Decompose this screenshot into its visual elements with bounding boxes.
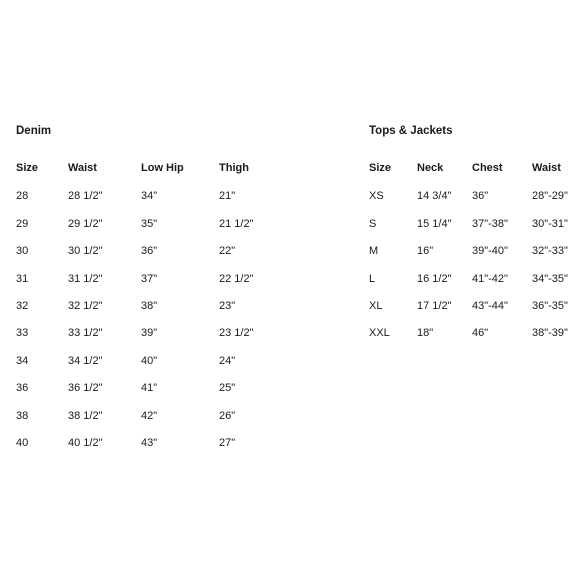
- thigh-cell: 23": [219, 299, 236, 312]
- chest-cell: 46": [472, 327, 489, 340]
- thigh-cell: 21": [219, 190, 236, 203]
- size-cell: XL: [369, 299, 383, 312]
- thigh-cell: 25": [219, 382, 236, 395]
- table-row: [16, 202, 279, 229]
- thigh-cell: 22 1/2": [219, 272, 254, 285]
- table-row: [16, 394, 279, 421]
- thigh-cell: 21 1/2": [219, 217, 254, 230]
- neck-cell: 18": [417, 327, 434, 340]
- tops-jackets-size-table: [369, 161, 580, 339]
- waist-cell: 28"-29": [532, 190, 568, 203]
- table-row: [369, 285, 580, 312]
- waist-cell: 30 1/2": [68, 245, 103, 258]
- column-header-size: Size: [16, 162, 39, 174]
- table-row: [369, 257, 580, 284]
- waist-cell: 33 1/2": [68, 327, 103, 340]
- waist-cell: 32 1/2": [68, 299, 103, 312]
- low-hip-cell: 36": [141, 245, 158, 258]
- column-header-neck: Neck: [417, 162, 444, 174]
- table-row: [16, 175, 279, 202]
- size-cell: 32: [16, 299, 29, 312]
- column-header-waist: Waist: [68, 162, 97, 174]
- thigh-cell: 26": [219, 409, 236, 422]
- size-cell: 30: [16, 245, 29, 258]
- neck-cell: 16 1/2": [417, 272, 452, 285]
- table-row: [16, 312, 279, 339]
- low-hip-cell: 37": [141, 272, 158, 285]
- low-hip-cell: 34": [141, 190, 158, 203]
- neck-cell: 16": [417, 245, 434, 258]
- denim-size-table: [16, 161, 279, 449]
- size-cell: 38: [16, 409, 29, 422]
- tops-header-row: [369, 161, 580, 175]
- size-cell: 28: [16, 190, 29, 203]
- thigh-cell: 23 1/2": [219, 327, 254, 340]
- size-cell: 34: [16, 354, 29, 367]
- waist-cell: 40 1/2": [68, 436, 103, 449]
- low-hip-cell: 40": [141, 354, 158, 367]
- low-hip-cell: 38": [141, 299, 158, 312]
- chest-cell: 41"-42": [472, 272, 508, 285]
- low-hip-cell: 43": [141, 436, 158, 449]
- size-cell: 31: [16, 272, 29, 285]
- table-row: [369, 202, 580, 229]
- tops-jackets-size-section: [369, 124, 580, 339]
- size-cell: XS: [369, 190, 384, 203]
- table-row: [369, 230, 580, 257]
- neck-cell: 17 1/2": [417, 299, 452, 312]
- waist-cell: 38 1/2": [68, 409, 103, 422]
- low-hip-cell: 41": [141, 382, 158, 395]
- thigh-cell: 27": [219, 436, 236, 449]
- neck-cell: 15 1/4": [417, 217, 452, 230]
- size-cell: M: [369, 245, 379, 258]
- table-row: [16, 285, 279, 312]
- table-row: [369, 175, 580, 202]
- column-header-waist: Waist: [532, 162, 561, 174]
- table-row: [16, 230, 279, 257]
- waist-cell: 36"-35": [532, 299, 568, 312]
- table-row: [369, 312, 580, 339]
- column-header-chest: Chest: [472, 162, 503, 174]
- size-cell: 29: [16, 217, 29, 230]
- neck-cell: 14 3/4": [417, 190, 452, 203]
- column-header-size: Size: [369, 162, 392, 174]
- waist-cell: 38"-39": [532, 327, 568, 340]
- size-cell: 33: [16, 327, 29, 340]
- denim-size-section: [16, 124, 279, 449]
- waist-cell: 28 1/2": [68, 190, 103, 203]
- column-header-thigh: Thigh: [219, 162, 249, 174]
- low-hip-cell: 42": [141, 409, 158, 422]
- low-hip-cell: 35": [141, 217, 158, 230]
- waist-cell: 30"-31": [532, 217, 568, 230]
- chest-cell: 43"-44": [472, 299, 508, 312]
- waist-cell: 29 1/2": [68, 217, 103, 230]
- size-cell: XXL: [369, 327, 390, 340]
- tops-jackets-title: Tops & Jackets: [369, 125, 453, 137]
- size-cell: 36: [16, 382, 29, 395]
- denim-title: Denim: [16, 125, 52, 137]
- tops-table-body: [369, 175, 580, 339]
- table-row: [16, 367, 279, 394]
- size-cell: S: [369, 217, 377, 230]
- thigh-cell: 24": [219, 354, 236, 367]
- chest-cell: 37"-38": [472, 217, 508, 230]
- chest-cell: 36": [472, 190, 489, 203]
- table-row: [16, 339, 279, 366]
- chest-cell: 39"-40": [472, 245, 508, 258]
- size-cell: L: [369, 272, 376, 285]
- table-row: [16, 257, 279, 284]
- table-row: [16, 422, 279, 449]
- low-hip-cell: 39": [141, 327, 158, 340]
- denim-header-row: [16, 161, 279, 175]
- waist-cell: 31 1/2": [68, 272, 103, 285]
- waist-cell: 34"-35": [532, 272, 568, 285]
- thigh-cell: 22": [219, 245, 236, 258]
- waist-cell: 32"-33": [532, 245, 568, 258]
- column-header-low-hip: Low Hip: [141, 162, 184, 174]
- denim-table-body: [16, 175, 279, 449]
- size-cell: 40: [16, 436, 29, 449]
- waist-cell: 36 1/2": [68, 382, 103, 395]
- waist-cell: 34 1/2": [68, 354, 103, 367]
